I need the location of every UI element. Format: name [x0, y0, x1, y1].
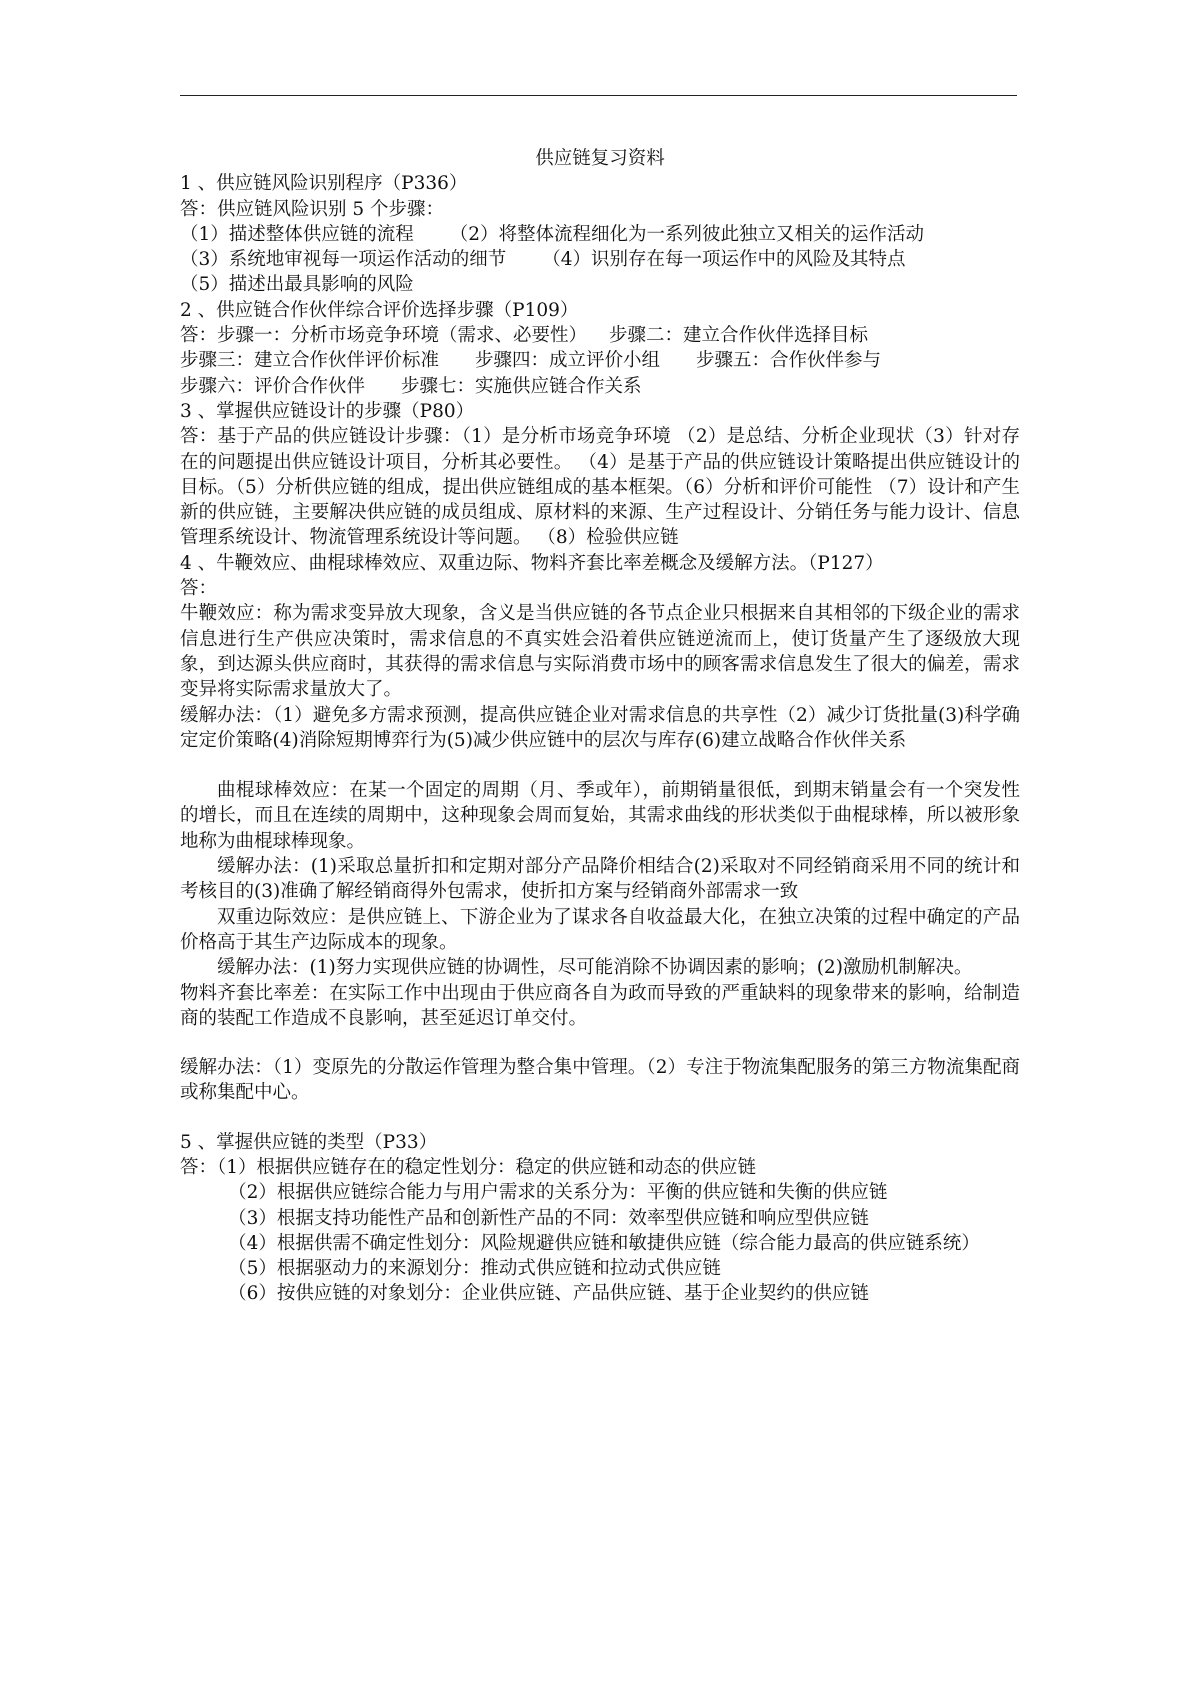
q2-step-3: 步骤三：建立合作伙伴评价标准	[180, 350, 440, 372]
q3-answer: 答：基于产品的供应链设计步骤：（1）是分析市场竞争环境 （2）是总结、分析企业现状（3）针对存在的问题提出供应链设计项目，分析其必要性。 （4）是基于产品的供应链设计策略提出供应链设计的目标。（5）分析供应链的组成，提出供应链组成的基本框架。（6）分析和评价可能性 （7）设计和产生新的供应链，主要解决供应链的成员组成、原材料的来源、生产过程设计、分销任务与能力设计、信息管理系统设计、物流管理系统设计等问题。 （8）检验供应链	[180, 426, 1020, 549]
q2-step-4: 步骤四：成立评价小组	[475, 350, 661, 372]
q3-heading: 3 、掌握供应链设计的步骤（P80）	[180, 400, 475, 422]
bullwhip-definition: 牛鞭效应：称为需求变异放大现象，含义是当供应链的各节点企业只根据来自其相邻的下级企业的需求信息进行生产供应决策时，需求信息的不真实姓会沿着供应链逆流而上，使订货量产生了逐级放大现象，到达源头供应商时，其获得的需求信息与实际消费市场中的顾客需求信息发生了很大的偏差，需求变异将实际需求量放大了。	[180, 603, 1020, 701]
kitting-rate-definition: 物料齐套比率差：在实际工作中出现由于供应商各自为政而导致的严重缺料的现象带来的影响，给制造商的装配工作造成不良影响，甚至延迟订单交付。	[180, 982, 1020, 1029]
q2-step-2: 步骤二：建立合作伙伴选择目标	[609, 325, 869, 347]
q1-steps-row-2	[180, 247, 1020, 272]
q2-steps-row-2	[180, 348, 1020, 373]
document-title: 供应链复习资料	[535, 148, 665, 169]
q5-type-5: （5）根据驱动力的来源划分：推动式供应链和拉动式供应链	[228, 1258, 721, 1280]
header-rule	[180, 95, 1017, 96]
q1-step-1: （1）描述整体供应链的流程	[180, 223, 414, 245]
q5-heading: 5 、掌握供应链的类型（P33）	[180, 1131, 438, 1153]
hockey-stick-definition: 曲棍球棒效应：在某一个固定的周期（月、季或年），前期销量很低，到期末销量会有一个突发性的增长，而且在连续的周期中，这种现象会周而复始，其需求曲线的形状类似于曲棍球棒，所以被形象地称为曲棍球棒现象。	[180, 780, 1020, 852]
q2-steps-row-3	[180, 374, 1020, 399]
document-body	[180, 146, 1020, 1307]
q2-step-1: 答：步骤一：分析市场竞争环境（需求、必要性）	[180, 325, 588, 347]
hockey-stick-remedy: 缓解办法：(1)采取总量折扣和定期对部分产品降价相结合(2)采取对不同经销商采用不同的统计和考核目的(3)准确了解经销商得外包需求，使折扣方案与经销商外部需求一致	[180, 856, 1020, 903]
q4-answer: 答：	[180, 578, 218, 600]
q4-heading: 4 、牛鞭效应、曲棍球棒效应、双重边际、物料齐套比率差概念及缓解方法。（P127）	[180, 552, 884, 574]
q2-heading: 2 、供应链合作伙伴综合评价选择步骤（P109）	[180, 299, 579, 321]
q5-type-4: （4）根据供需不确定性划分：风险规避供应链和敏捷供应链（综合能力最高的供应链系统）	[228, 1232, 980, 1254]
q1-step-2: （2）将整体流程细化为一系列彼此独立又相关的运作活动	[449, 223, 925, 245]
q1-step-4: （4）识别存在每一项运作中的风险及其特点	[542, 249, 906, 271]
double-marginalization-remedy: 缓解办法：(1)努力实现供应链的协调性，尽可能消除不协调因素的影响；(2)激励机制解决。	[217, 957, 973, 979]
q5-type-6: （6）按供应链的对象划分：企业供应链、产品供应链、基于企业契约的供应链	[228, 1283, 869, 1305]
q2-step-5: 步骤五：合作伙伴参与	[696, 350, 882, 372]
q2-steps-row-1	[180, 323, 1020, 348]
q1-step-3: （3）系统地审视每一项运作活动的细节	[180, 249, 507, 271]
kitting-rate-remedy: 缓解办法：（1）变原先的分散运作管理为整合集中管理。（2）专注于物流集配服务的第三方物流集配商或称集配中心。	[180, 1057, 1020, 1104]
q1-steps-row-1	[180, 222, 1020, 247]
q2-step-7: 步骤七：实施供应链合作关系	[401, 375, 642, 397]
q1-heading: 1 、供应链风险识别程序（P336）	[180, 173, 468, 195]
q5-type-1: 答：（1）根据供应链存在的稳定性划分：稳定的供应链和动态的供应链	[180, 1156, 757, 1178]
double-marginalization-definition: 双重边际效应：是供应链上、下游企业为了谋求各自收益最大化，在独立决策的过程中确定的产品价格高于其生产边际成本的现象。	[180, 906, 1020, 953]
q2-step-6: 步骤六：评价合作伙伴	[180, 375, 366, 397]
bullwhip-remedy: 缓解办法：（1）避免多方需求预测，提高供应链企业对需求信息的共享性（2）减少订货批量(3)科学确定定价策略(4)消除短期博弈行为(5)减少供应链中的层次与库存(6)建立战略合作伙伴关系	[180, 704, 1020, 751]
q5-type-2: （2）根据供应链综合能力与用户需求的关系分为：平衡的供应链和失衡的供应链	[228, 1182, 888, 1204]
q1-answer: 答：供应链风险识别 5 个步骤：	[180, 198, 445, 220]
q5-type-3: （3）根据支持功能性产品和创新性产品的不同：效率型供应链和响应型供应链	[228, 1207, 869, 1229]
q1-step-5: （5）描述出最具影响的风险	[180, 274, 414, 296]
